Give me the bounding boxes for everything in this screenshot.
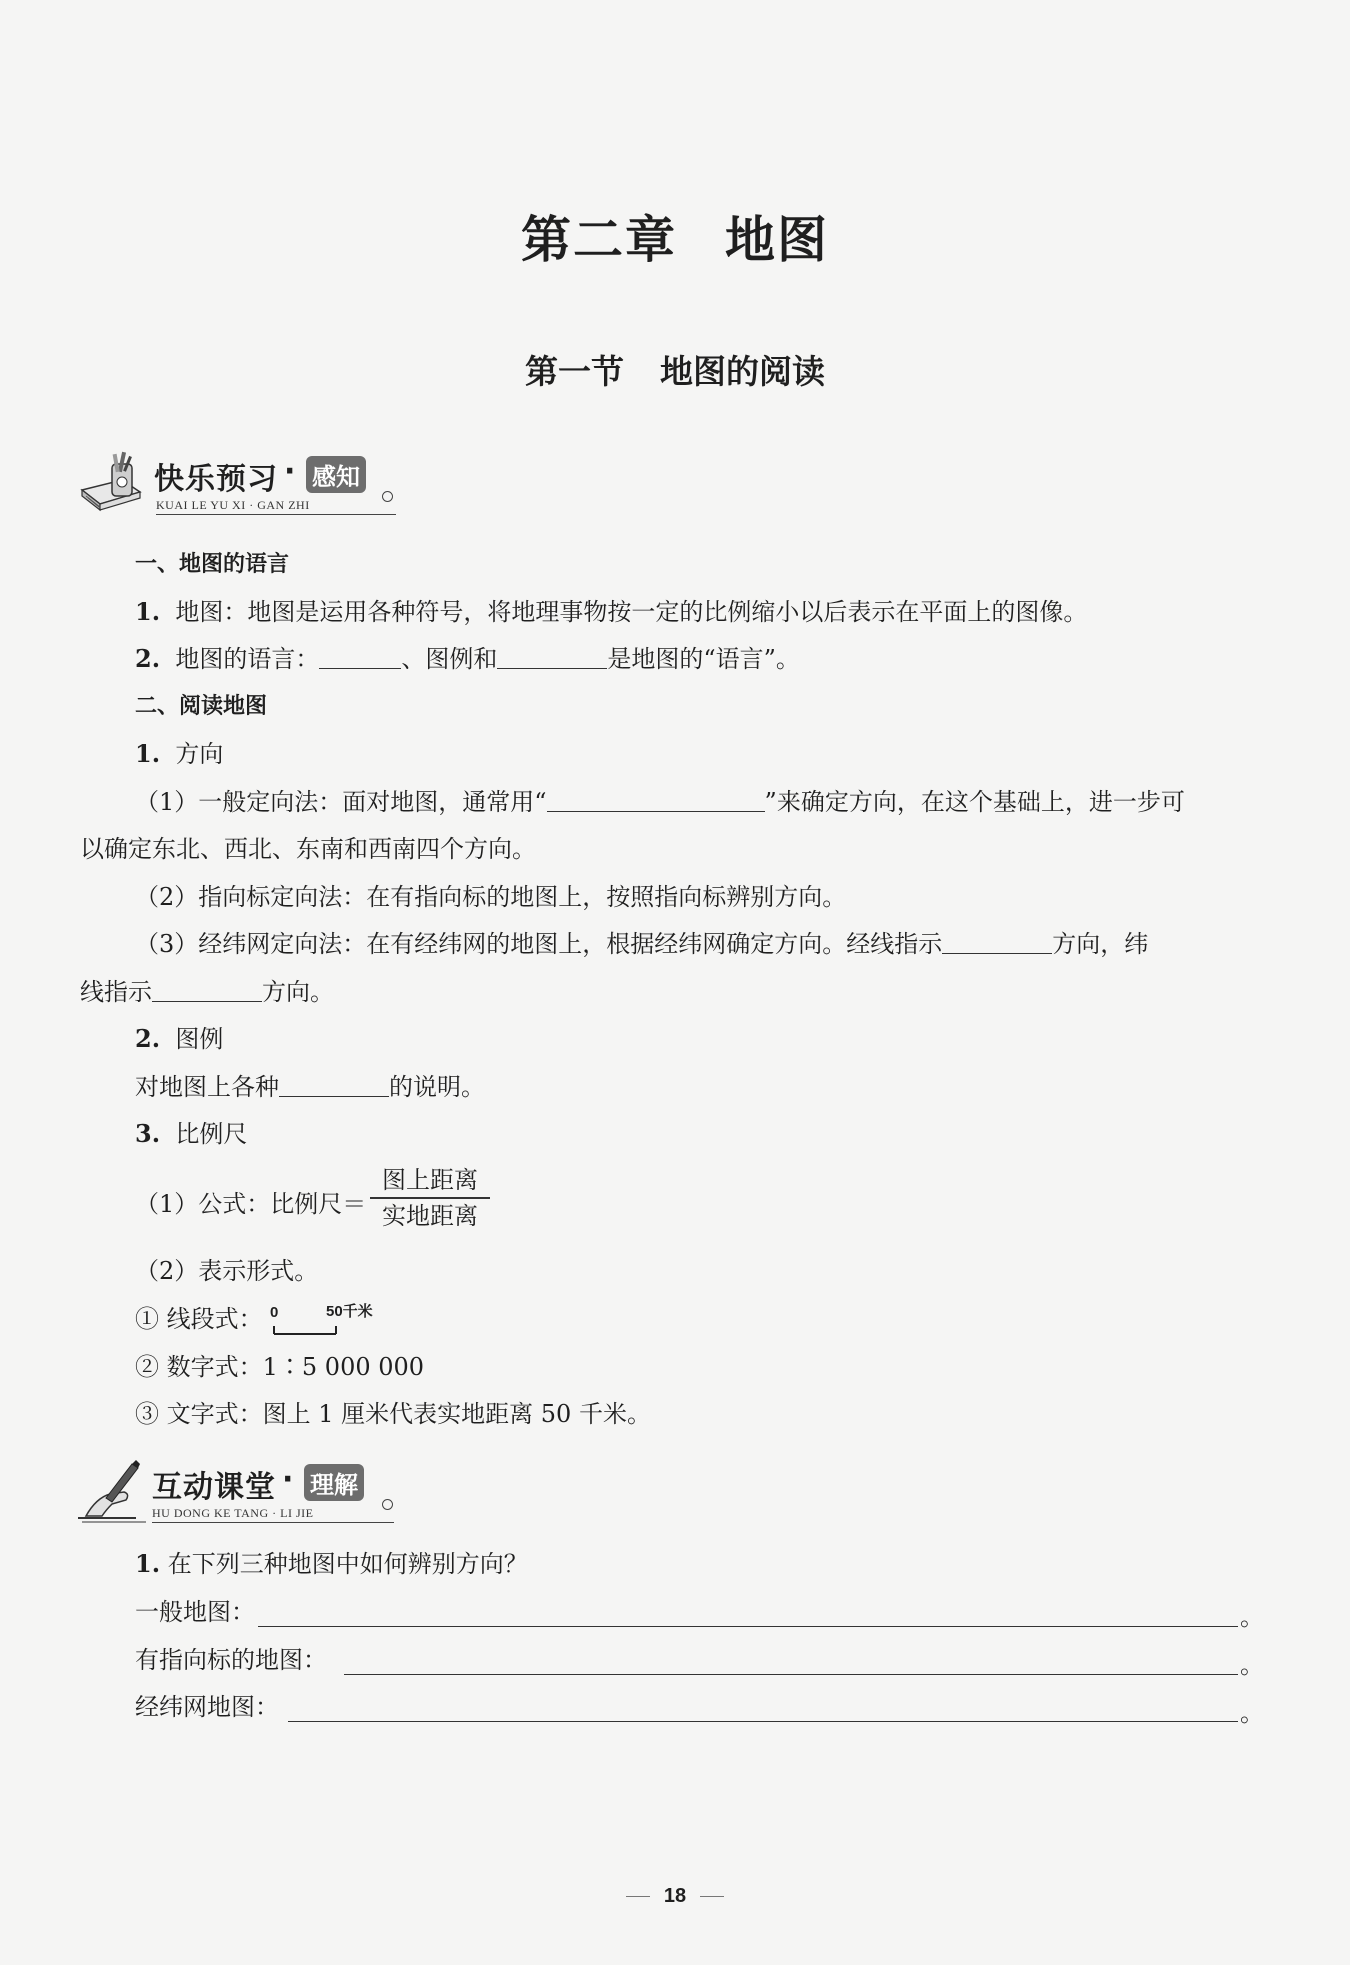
page-number-dash-left xyxy=(626,1896,650,1897)
classroom-banner-rule xyxy=(152,1522,394,1523)
item-map-language: 2. 地图的语言： 、图例和 是地图的“语言”。 xyxy=(135,644,800,673)
scale-formula-label: （1）公式：比例尺＝ xyxy=(135,1190,367,1218)
blank-field[interactable] xyxy=(942,929,1052,954)
heading-map-language: 一、地图的语言 xyxy=(135,552,290,577)
direction-general: （1）一般定向法：面对地图，通常用“ ”来确定方向，在这个基础上，进一步可 xyxy=(135,788,1185,816)
answer-line-graticule-map[interactable] xyxy=(288,1721,1238,1722)
classroom-banner-ring xyxy=(382,1499,393,1510)
direction-graticule-cont: 线指示 方向。 xyxy=(80,978,334,1006)
preview-banner-pinyin: KUAI LE YU XI · GAN ZHI xyxy=(156,498,310,512)
heading-reading-maps: 二、阅读地图 xyxy=(135,694,268,719)
classroom-banner-dot: · xyxy=(282,1462,295,1497)
answer-pointer-map-label: 有指向标的地图： xyxy=(135,1646,327,1674)
legend-desc: 对地图上各种 的说明。 xyxy=(135,1073,485,1101)
answer-graticule-map-label: 经纬网地图： xyxy=(135,1693,279,1721)
blank-field[interactable] xyxy=(319,644,401,669)
classroom-banner-title: 互动课堂 xyxy=(152,1470,276,1505)
item-direction: 1. 方向 xyxy=(135,739,224,768)
fraction-numerator: 图上距离 xyxy=(382,1166,478,1194)
scale-form-line: ① 线段式： xyxy=(135,1305,263,1333)
preview-banner-title: 快乐预习 xyxy=(154,462,278,497)
scale-bar-end: 50千米 xyxy=(326,1303,373,1320)
preview-banner-ring xyxy=(382,491,393,502)
answer-line-pointer-map[interactable] xyxy=(344,1674,1238,1675)
page-number: 18 xyxy=(0,1885,1350,1908)
fraction-denominator: 实地距离 xyxy=(382,1201,478,1230)
scale-bar-zero: 0 xyxy=(270,1304,279,1321)
item-scale: 3. 比例尺 xyxy=(135,1119,248,1148)
classroom-banner xyxy=(76,1458,406,1528)
answer-general-map-end: 。 xyxy=(1240,1603,1264,1631)
blank-field[interactable] xyxy=(497,644,607,669)
preview-banner-tag: 感知 xyxy=(306,456,366,493)
answer-graticule-map-end: 。 xyxy=(1240,1699,1264,1727)
direction-pointer: （2）指向标定向法：在有指向标的地图上，按照指向标辨别方向。 xyxy=(135,883,847,911)
scale-form-numeric: ② 数字式：1∶5 000 000 xyxy=(135,1353,425,1381)
answer-pointer-map-end: 。 xyxy=(1240,1651,1264,1679)
scale-bar-line xyxy=(270,1304,340,1340)
item-map-definition: 1. 地图：地图是运用各种符号，将地理事物按一定的比例缩小以后表示在平面上的图像。 xyxy=(135,597,1088,626)
answer-line-general-map[interactable] xyxy=(258,1626,1238,1627)
chapter-title: 第二章 地图 xyxy=(521,210,829,269)
line-scale-bar xyxy=(270,1304,410,1340)
hand-writing-icon xyxy=(76,1458,156,1528)
blank-field[interactable] xyxy=(152,977,262,1002)
page-number-dash-right xyxy=(700,1896,724,1897)
blank-field[interactable] xyxy=(547,787,765,812)
classroom-banner-pinyin: HU DONG KE TANG · LI JIE xyxy=(152,1506,314,1520)
blank-field[interactable] xyxy=(279,1072,389,1097)
scale-form-text: ③ 文字式：图上 1 厘米代表实地距离 50 千米。 xyxy=(135,1400,651,1428)
classroom-banner-tag: 理解 xyxy=(304,1464,364,1501)
item-legend: 2. 图例 xyxy=(135,1024,224,1053)
classroom-question: 1. 在下列三种地图中如何辨别方向？ xyxy=(135,1549,528,1578)
direction-graticule: （3）经纬网定向法：在有经纬网的地图上，根据经纬网确定方向。经线指示 方向，纬 xyxy=(135,930,1149,958)
scale-formula-fraction xyxy=(370,1163,490,1233)
scale-forms: （2）表示形式。 xyxy=(135,1257,319,1285)
preview-banner-rule xyxy=(156,514,396,515)
preview-banner-dot: · xyxy=(284,454,297,489)
preview-banner xyxy=(78,450,408,520)
answer-general-map-label: 一般地图： xyxy=(135,1598,255,1626)
section-title: 第一节 地图的阅读 xyxy=(525,352,825,391)
direction-general-cont: 以确定东北、西北、东南和西南四个方向。 xyxy=(80,835,536,863)
books-pencil-icon xyxy=(78,450,158,520)
